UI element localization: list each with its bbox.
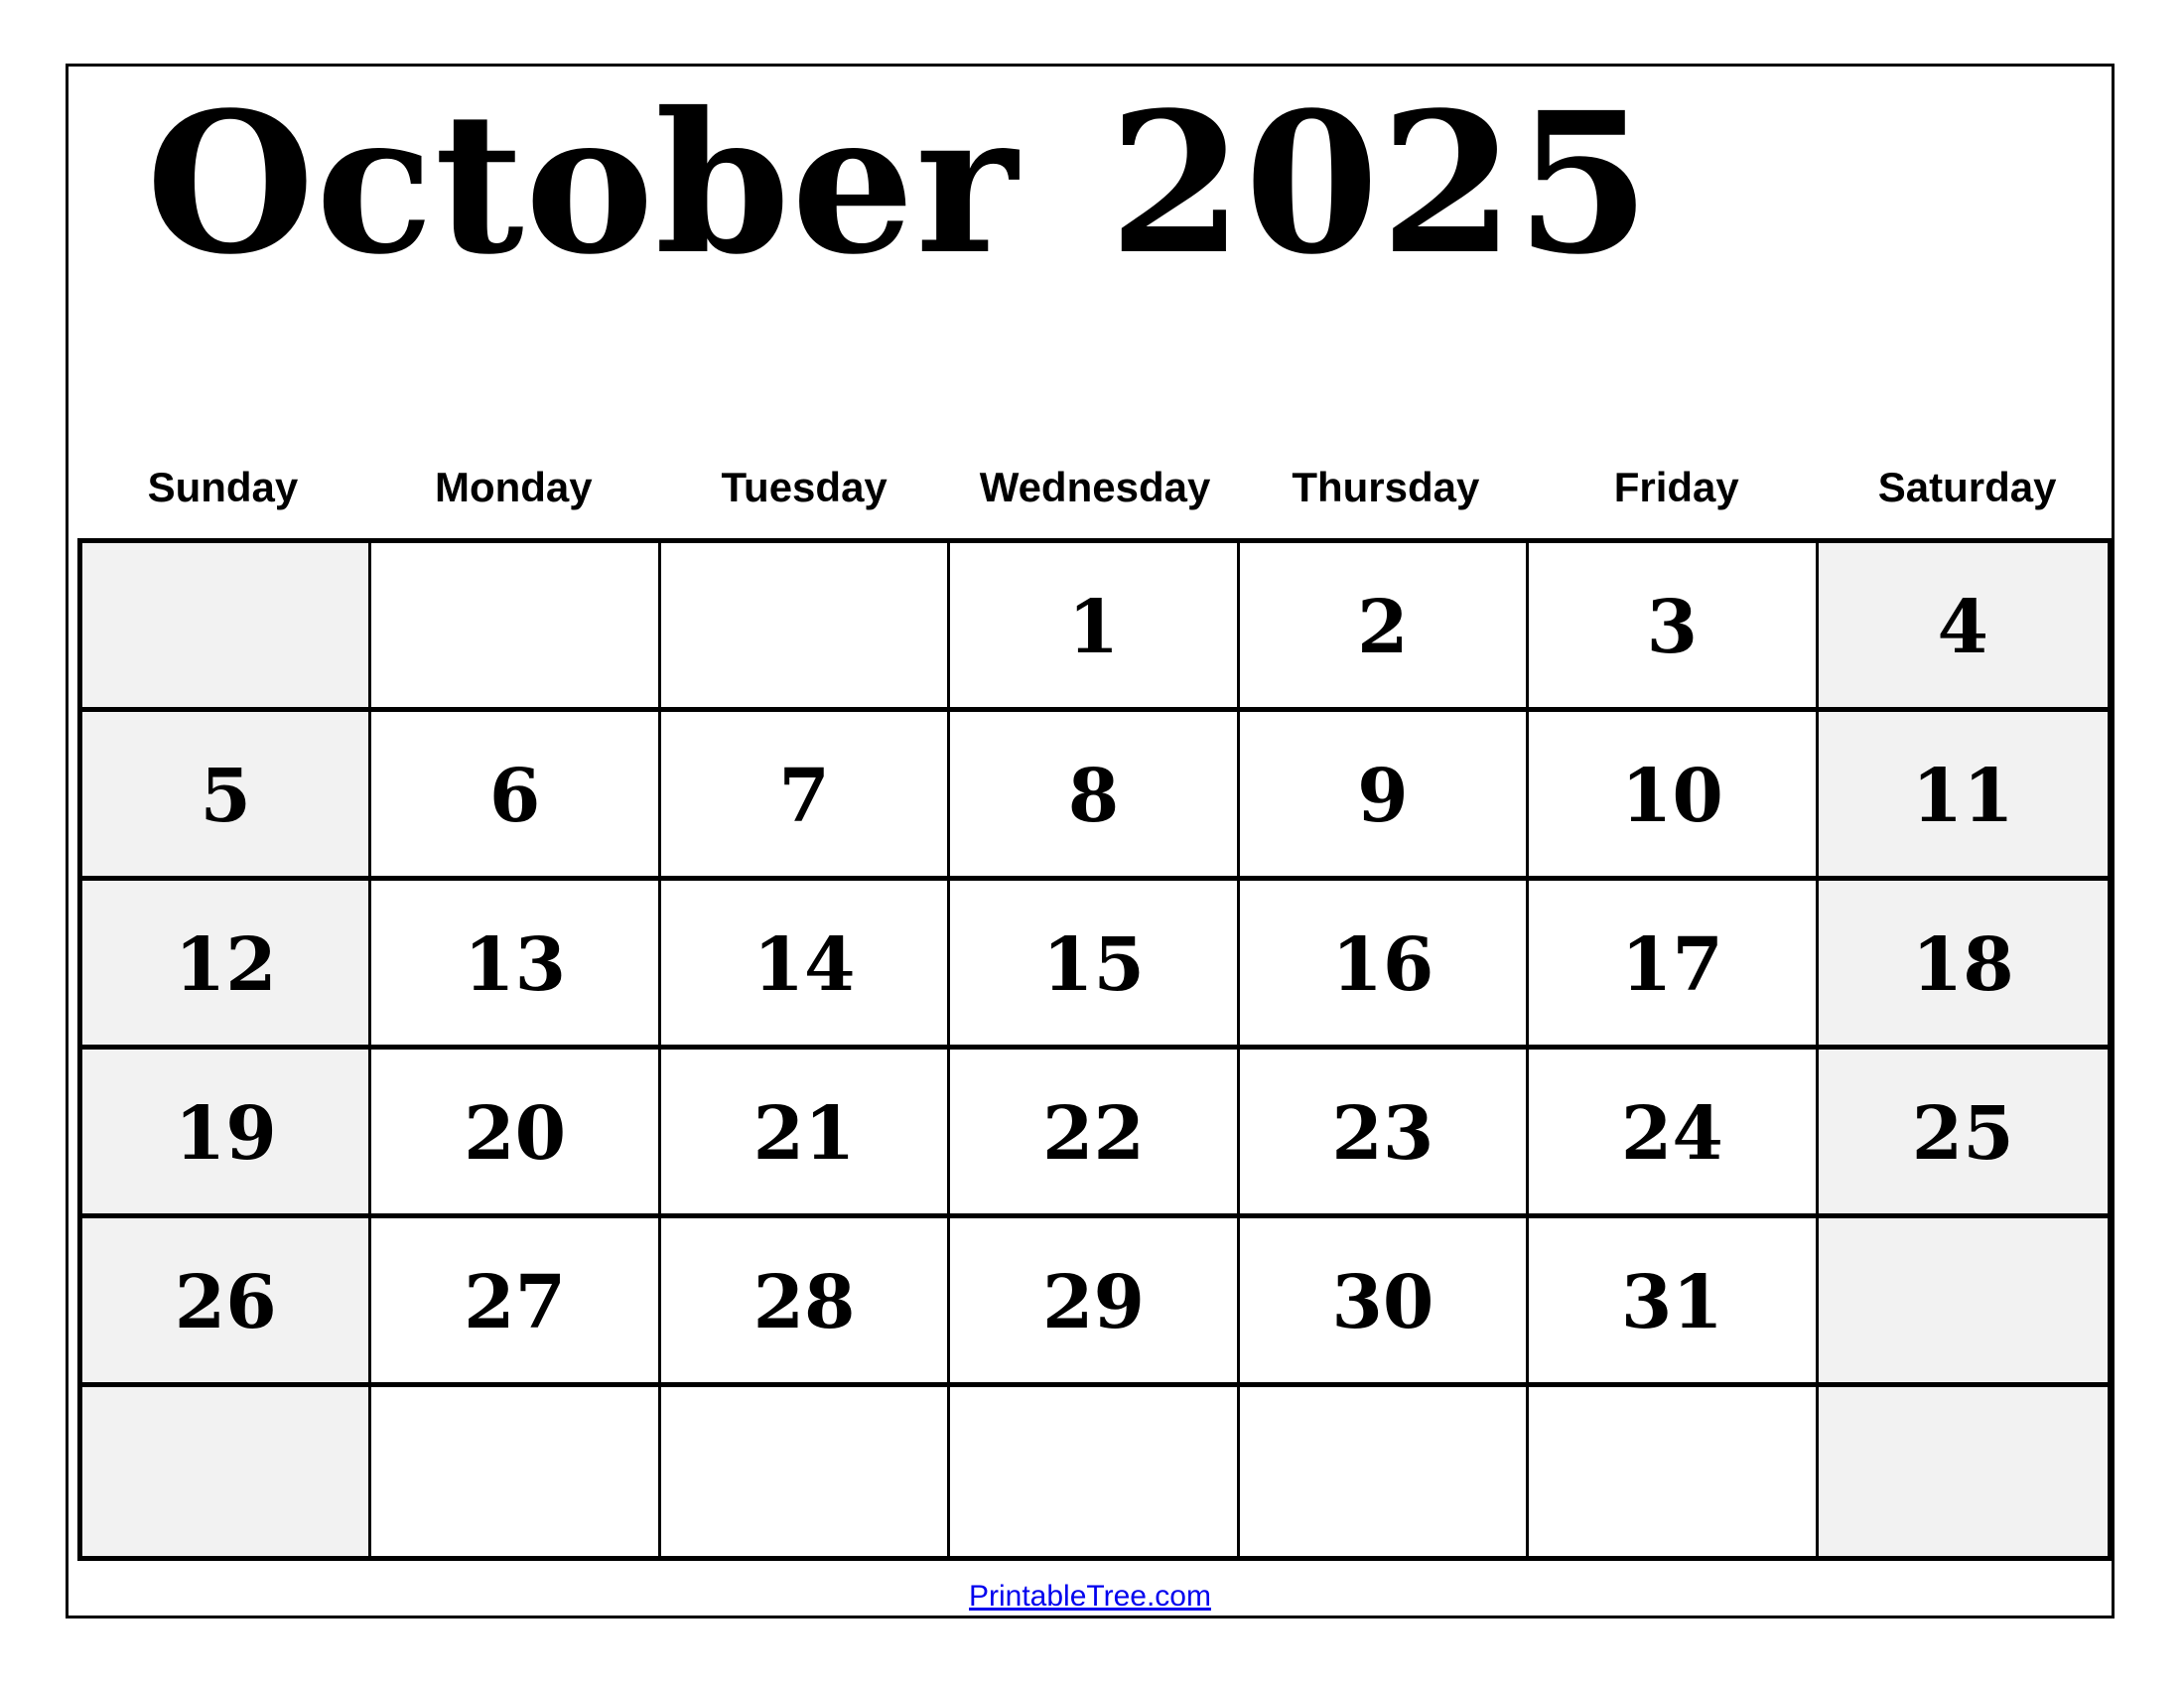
calendar-cell-day-5: 5 [82,712,371,881]
calendar-cell-empty [371,543,660,712]
day-header-monday: Monday [434,464,593,510]
calendar-cell-day-7: 7 [661,712,950,881]
calendar-cell-day-8: 8 [950,712,1239,881]
day-header-saturday: Saturday [1877,464,2057,510]
calendar-cell-day-2: 2 [1240,543,1529,712]
calendar-cell-day-31: 31 [1529,1218,1818,1387]
calendar-cell-day-19: 19 [82,1050,371,1218]
calendar-cell-day-9: 9 [1240,712,1529,881]
calendar-cell-empty [661,543,950,712]
calendar-cell-empty [1819,1387,2108,1556]
calendar-cell-day-11: 11 [1819,712,2108,881]
calendar-cell-empty [82,1387,371,1556]
calendar-cell-day-28: 28 [661,1218,950,1387]
printabletree-link[interactable]: PrintableTree.com [969,1580,1211,1613]
calendar-cell-empty [1819,1218,2108,1387]
day-header-wednesday: Wednesday [979,464,1211,510]
footer [68,1580,2112,1614]
calendar-cell-day-17: 17 [1529,881,1818,1050]
day-header-thursday: Thursday [1292,464,1480,510]
calendar-grid [77,538,2113,1561]
calendar-cell-day-15: 15 [950,881,1239,1050]
day-header-friday: Friday [1613,464,1739,510]
calendar-cell-day-26: 26 [82,1218,371,1387]
calendar-month-title: October 2025 [146,70,1652,297]
calendar-cell-day-25: 25 [1819,1050,2108,1218]
calendar-cell-empty [371,1387,660,1556]
calendar-cell-day-10: 10 [1529,712,1818,881]
calendar-cell-day-3: 3 [1529,543,1818,712]
day-header-tuesday: Tuesday [721,464,887,510]
calendar-cell-day-14: 14 [661,881,950,1050]
day-header-sunday: Sunday [147,464,299,510]
calendar-cell-day-4: 4 [1819,543,2108,712]
calendar-cell-day-12: 12 [82,881,371,1050]
calendar-cell-day-29: 29 [950,1218,1239,1387]
calendar-cell-day-23: 23 [1240,1050,1529,1218]
calendar-cell-empty [661,1387,950,1556]
calendar-cell-day-16: 16 [1240,881,1529,1050]
calendar-cell-day-18: 18 [1819,881,2108,1050]
calendar-cell-day-20: 20 [371,1050,660,1218]
calendar-cell-day-13: 13 [371,881,660,1050]
calendar-cell-day-22: 22 [950,1050,1239,1218]
calendar-cell-day-6: 6 [371,712,660,881]
calendar-cell-day-21: 21 [661,1050,950,1218]
day-header-row [77,464,2113,511]
calendar-cell-day-30: 30 [1240,1218,1529,1387]
calendar-cell-empty [950,1387,1239,1556]
calendar-cell-empty [1240,1387,1529,1556]
calendar-cell-day-27: 27 [371,1218,660,1387]
calendar-cell-empty [82,543,371,712]
calendar-cell-day-1: 1 [950,543,1239,712]
page-frame [66,64,2115,1618]
calendar-cell-empty [1529,1387,1818,1556]
calendar-cell-day-24: 24 [1529,1050,1818,1218]
